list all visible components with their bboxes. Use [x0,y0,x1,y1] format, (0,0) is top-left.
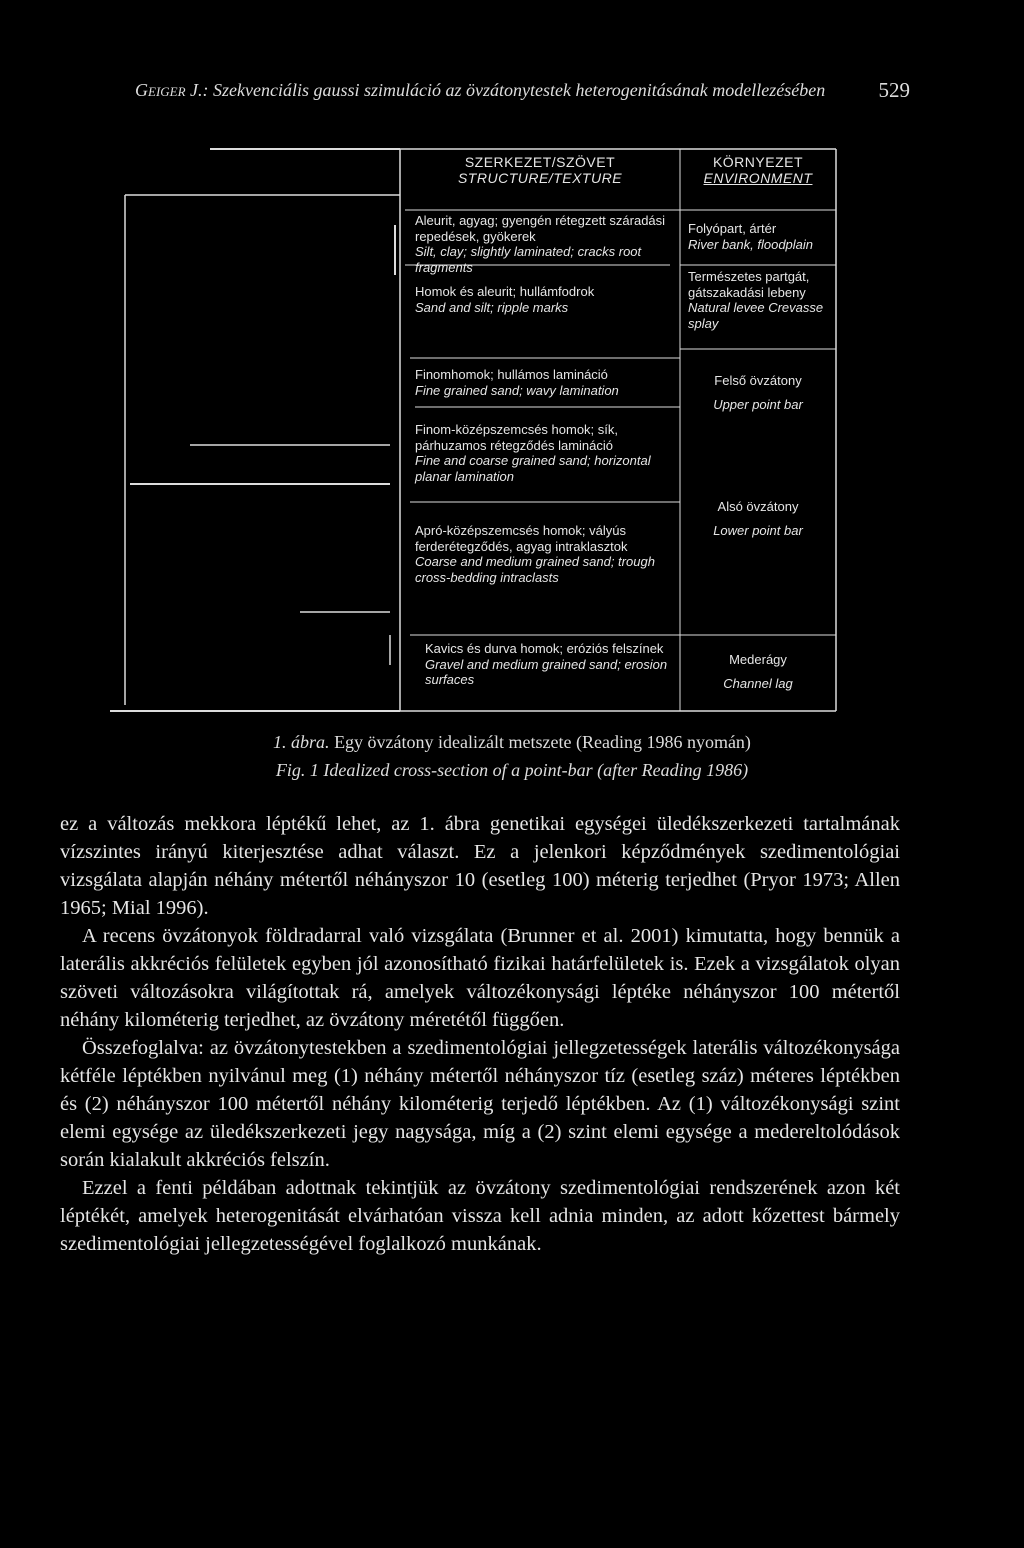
structure-row-1: Aleurit, agyag; gyengén rétegzett száradási repedések, gyökerek Silt, clay; slightly laminated; cracks root fragments [415,213,666,275]
environment-channel-lag: Mederágy Channel lag [723,652,793,691]
figure-caption-en: Fig. 1 Idealized cross-section of a point-bar (after Reading 1986) [275,760,749,780]
point-bar-figure [110,145,910,720]
paragraph-1: ez a változás mekkora léptékű lehet, az 1. ábra genetikai egységei üledékszerkezeti tartalmának vízszintes irányú kiterjesztése adhat választ. Ez a jelenkori képződmények szedimentológiai vizsgálata alapján néhány métertől néhányszor 10 (esetleg 100) méterig terjedhet (Pryor 1973; Allen 1965; Mial 1996). [60,813,900,919]
paragraph-2: A recens övzátonyok földradarral való vizsgálata (Brunner et al. 2001) kimutatta, hogy bennük a laterális akkréciós felületek egyben jól azonosítható fizikai határfelületek is. Ezek a vizsgálatok olyan szöveti változásokra világítottak rá, amelyek változékonysági léptéke néhányszor 100 métertől néhány kilométerig terjedhet, az övzátony méretétől függően. [60,925,900,1031]
structure-row-6: Kavics és durva homok; eróziós felszínek Gravel and medium grained sand; erosion surfaces [425,641,668,687]
structure-row-4: Finom-középszemcsés homok; sík, párhuzamos rétegződés lamináció Fine and coarse grained sand; horizontal planar lamination [415,422,651,484]
body-text [60,810,900,1258]
running-header: Geiger J.: Szekvenciális gaussi szimuláció az övzátonytestek heterogenitásának modellezésében 529 [135,78,910,102]
structure-row-3: Finomhomok; hullámos lamináció Fine grained sand; wavy lamination [415,367,619,398]
header-title: Szekvenciális gaussi szimuláció az övzátonytestek heterogenitásának modellezésében [213,80,826,100]
environment-natural-levee: Természetes partgát, gátszakadási lebeny Natural levee Crevasse splay [688,269,824,331]
environment-lower-point-bar: Alsó övzátony Lower point bar [713,499,803,538]
figure-caption-hu: 1. ábra. Egy övzátony idealizált metszete (Reading 1986 nyomán) [273,732,751,752]
structure-row-5: Apró-középszemcsés homok; vályús ferderétegződés, agyag intraklasztok Coarse and medium grained sand; trough cross-bedding intraclasts [415,523,655,585]
structure-header: SZERKEZET/SZÖVET STRUCTURE/TEXTURE [457,154,623,186]
paragraph-3: Összefoglalva: az övzátonytestekben a szedimentológiai jellegzetességek laterális változékonysága kétféle léptékben nyilvánul meg (1) néhány métertől néhányszor tíz (esetleg száz) méteres léptékben és (2) néhányszor 100 métertől néhány kilométerig terjedő léptékben. Az (1) változékonysági szint elemi egysége az üledékszerkezeti jegy nagysága, míg a (2) szint elemi egysége a medereltolódások során kialakult akkréciós felszín. [60,1037,900,1171]
page-number: 529 [878,78,910,102]
paragraph-4: Ezzel a fenti példában adottnak tekintjük az övzátony szedimentológiai rendszerének azon két léptékét, amelyek heterogenitását elvárhatóan vissza kell adnia minden, az adott kőzettest bármely szedimentológiai jellegzetességével foglalkozó munkának. [60,1177,900,1255]
environment-river-bank: Folyópart, ártér River bank, floodplain [688,221,814,252]
environment-upper-point-bar: Felső övzátony Upper point bar [713,373,803,412]
structure-row-2: Homok és aleurit; hullámfodrok Sand and silt; ripple marks [415,284,595,315]
environment-header: KÖRNYEZET ENVIRONMENT [703,154,813,186]
header-author: Geiger J. [135,80,203,100]
